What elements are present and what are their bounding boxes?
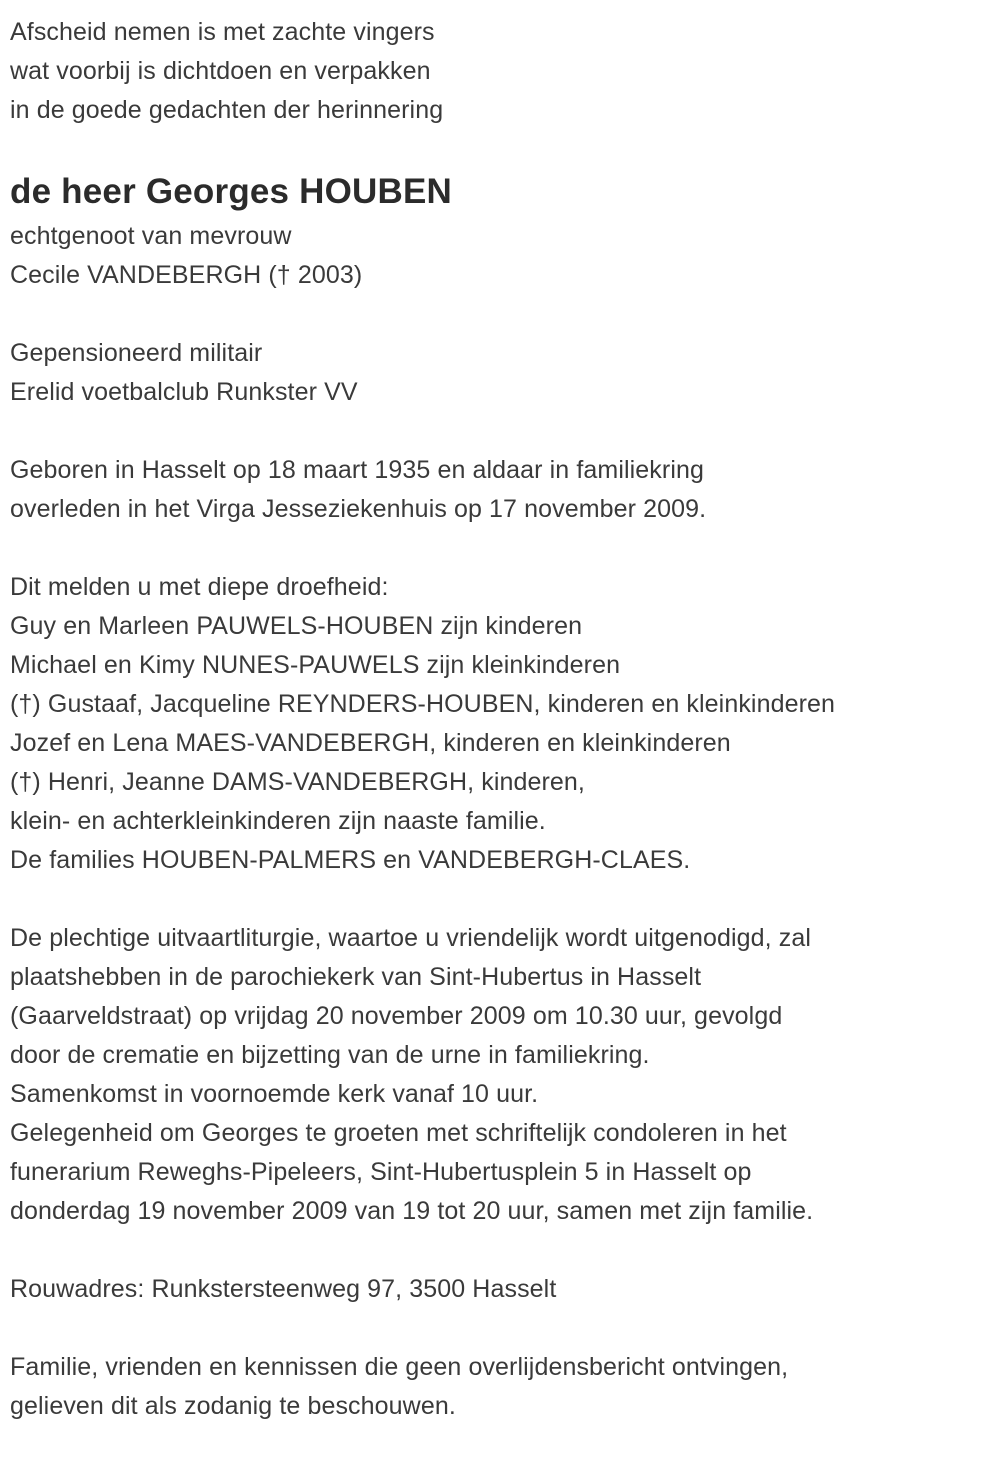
spouse-info (10, 217, 992, 295)
deceased-name: de heer Georges HOUBEN (10, 172, 453, 211)
life-line: overleden in het Virga Jesseziekenhuis op 17 november 2009. (10, 495, 707, 523)
ceremony-line: door de crematie en bijzetting van de urne in familiekring. (10, 1041, 650, 1069)
family-line: Michael en Kimy NUNES-PAUWELS zijn kleinkinderen (10, 651, 621, 679)
family-list (10, 568, 992, 880)
poem-line: Afscheid nemen is met zachte vingers (10, 18, 435, 46)
ceremony-line: Gelegenheid om Georges te groeten met schriftelijk condoleren in het (10, 1119, 787, 1147)
closing-line: Familie, vrienden en kennissen die geen overlijdensbericht ontvingen, (10, 1353, 789, 1381)
family-line: Guy en Marleen PAUWELS-HOUBEN zijn kinderen (10, 612, 583, 640)
mourning-address-line: Rouwadres: Runkstersteenweg 97, 3500 Hasselt (10, 1275, 557, 1303)
ceremony-line: De plechtige uitvaartliturgie, waartoe u vriendelijk wordt uitgenodigd, zal (10, 924, 811, 952)
role-line: Gepensioneerd militair (10, 339, 263, 367)
ceremony-details (10, 919, 992, 1231)
closing-line: gelieven dit als zodanig te beschouwen. (10, 1392, 456, 1420)
life-line: Geboren in Hasselt op 18 maart 1935 en aldaar in familiekring (10, 456, 704, 484)
ceremony-line: plaatshebben in de parochiekerk van Sint-Hubertus in Hasselt (10, 963, 702, 991)
family-line: klein- en achterkleinkinderen zijn naaste familie. (10, 807, 546, 835)
ceremony-line: (Gaarveldstraat) op vrijdag 20 november 2009 om 10.30 uur, gevolgd (10, 1002, 783, 1030)
family-line: De families HOUBEN-PALMERS en VANDEBERGH-CLAES. (10, 846, 691, 874)
life-dates (10, 451, 992, 529)
family-line: (†) Gustaaf, Jacqueline REYNDERS-HOUBEN, kinderen en kleinkinderen (10, 690, 836, 718)
ceremony-line: funerarium Reweghs-Pipeleers, Sint-Hubertusplein 5 in Hasselt op (10, 1158, 752, 1186)
ceremony-line: Samenkomst in voornoemde kerk vanaf 10 uur. (10, 1080, 539, 1108)
opening-poem (10, 13, 992, 130)
family-line: (†) Henri, Jeanne DAMS-VANDEBERGH, kinderen, (10, 768, 585, 796)
role-line: Erelid voetbalclub Runkster VV (10, 378, 358, 406)
spouse-line: Cecile VANDEBERGH († 2003) (10, 261, 363, 289)
family-line: Dit melden u met diepe droefheid: (10, 573, 389, 601)
family-line: Jozef en Lena MAES-VANDEBERGH, kinderen en kleinkinderen (10, 729, 731, 757)
spouse-line: echtgenoot van mevrouw (10, 222, 292, 250)
roles-info (10, 334, 992, 412)
poem-line: in de goede gedachten der herinnering (10, 96, 444, 124)
mourning-address (10, 1270, 992, 1309)
closing-note (10, 1348, 992, 1426)
poem-line: wat voorbij is dichtdoen en verpakken (10, 57, 431, 85)
ceremony-line: donderdag 19 november 2009 van 19 tot 20 uur, samen met zijn familie. (10, 1197, 814, 1225)
